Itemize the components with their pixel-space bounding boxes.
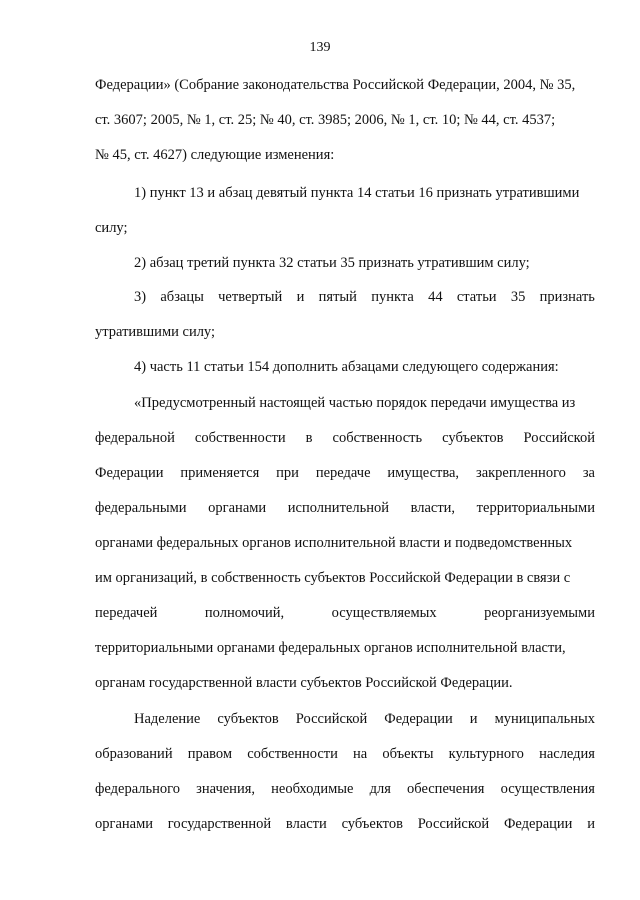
word: культурного <box>448 746 524 762</box>
word: Федерации <box>95 465 164 481</box>
word: на <box>353 746 368 762</box>
word: правом <box>187 746 233 762</box>
word: 3) <box>134 289 147 305</box>
word: собственность <box>332 430 423 446</box>
word: при <box>276 465 299 481</box>
word: абзацы <box>160 289 204 305</box>
word: передачей <box>95 605 158 621</box>
word: четвертый <box>218 289 283 305</box>
word: субъектов <box>442 430 504 446</box>
text-line: № 45, ст. 4627) следующие изменения: <box>95 147 335 163</box>
word: необходимые <box>271 781 354 797</box>
word: реорганизуемыми <box>484 605 595 621</box>
word: закрепленного <box>475 465 566 481</box>
text-line-justified <box>95 429 595 447</box>
text-line-justified <box>95 780 595 798</box>
word: Федерации <box>384 711 453 727</box>
word: полномочий, <box>204 605 285 621</box>
word: и <box>587 816 595 832</box>
text-line: ст. 3607; 2005, № 1, ст. 25; № 40, ст. 3985; 2006, № 1, ст. 10; № 44, ст. 4537; <box>95 112 556 128</box>
word: имущества, <box>387 465 460 481</box>
word: образований <box>95 746 173 762</box>
word: объекты <box>382 746 434 762</box>
word: осуществления <box>500 781 595 797</box>
word: для <box>369 781 391 797</box>
word: наследия <box>539 746 595 762</box>
word: исполнительной <box>287 500 389 516</box>
text-line-justified <box>95 815 595 833</box>
word: Российской <box>523 430 595 446</box>
text-line-justified <box>95 745 595 763</box>
text-line: 1) пункт 13 и абзац девятый пункта 14 статьи 16 признать утратившими <box>134 185 580 201</box>
text-line: им организаций, в собственность субъектов Российской Федерации в связи с <box>95 570 571 586</box>
word: пункта <box>371 289 414 305</box>
page-number: 139 <box>309 40 331 55</box>
word: органами <box>95 816 154 832</box>
word: собственности <box>194 430 286 446</box>
text-line: территориальными органами федеральных органов исполнительной власти, <box>95 640 566 656</box>
text-line: «Предусмотренный настоящей частью порядок передачи имущества из <box>134 395 576 411</box>
text-line: утратившими силу; <box>95 324 216 340</box>
word: Российской <box>295 711 368 727</box>
word: в <box>305 430 313 446</box>
text-line: Федерации» (Собрание законодательства Российской Федерации, 2004, № 35, <box>95 77 576 93</box>
word: за <box>582 465 595 481</box>
word: 44 <box>428 289 443 305</box>
word: обеспечения <box>407 781 485 797</box>
word: передаче <box>315 465 371 481</box>
word: Российской <box>417 816 490 832</box>
word: Федерации <box>503 816 573 832</box>
word: федерального <box>95 781 180 797</box>
word: собственности <box>247 746 338 762</box>
text-line-justified <box>95 604 595 622</box>
word: органами <box>208 500 267 516</box>
word: субъектов <box>341 816 403 832</box>
word: пятый <box>318 289 357 305</box>
word: признать <box>539 289 595 305</box>
word: осуществляемых <box>331 605 437 621</box>
text-line-justified <box>95 464 595 482</box>
word: и <box>469 711 478 727</box>
word: власти, <box>410 500 456 516</box>
word: применяется <box>180 465 260 481</box>
word: и <box>296 289 305 305</box>
text-line: органам государственной власти субъектов Российской Федерации. <box>95 675 513 691</box>
word: 35 <box>510 289 526 305</box>
word: субъектов <box>217 711 279 727</box>
word: территориальными <box>476 500 595 516</box>
word: значения, <box>196 781 255 797</box>
word: федеральной <box>95 430 175 446</box>
text-line: силу; <box>95 220 128 236</box>
word: государственной <box>167 816 272 832</box>
word: власти <box>285 816 327 832</box>
word: Наделение <box>134 711 201 727</box>
text-line-justified <box>134 710 595 728</box>
text-line: 2) абзац третий пункта 32 статьи 35 признать утратившим силу; <box>134 255 530 271</box>
word: федеральными <box>95 500 187 516</box>
text-line: 4) часть 11 статьи 154 дополнить абзацами следующего содержания: <box>134 359 559 375</box>
text-line-justified <box>134 288 595 306</box>
word: статьи <box>456 289 497 305</box>
text-line: органами федеральных органов исполнительной власти и подведомственных <box>95 535 573 551</box>
text-line-justified <box>95 499 595 517</box>
word: муниципальных <box>494 711 595 727</box>
